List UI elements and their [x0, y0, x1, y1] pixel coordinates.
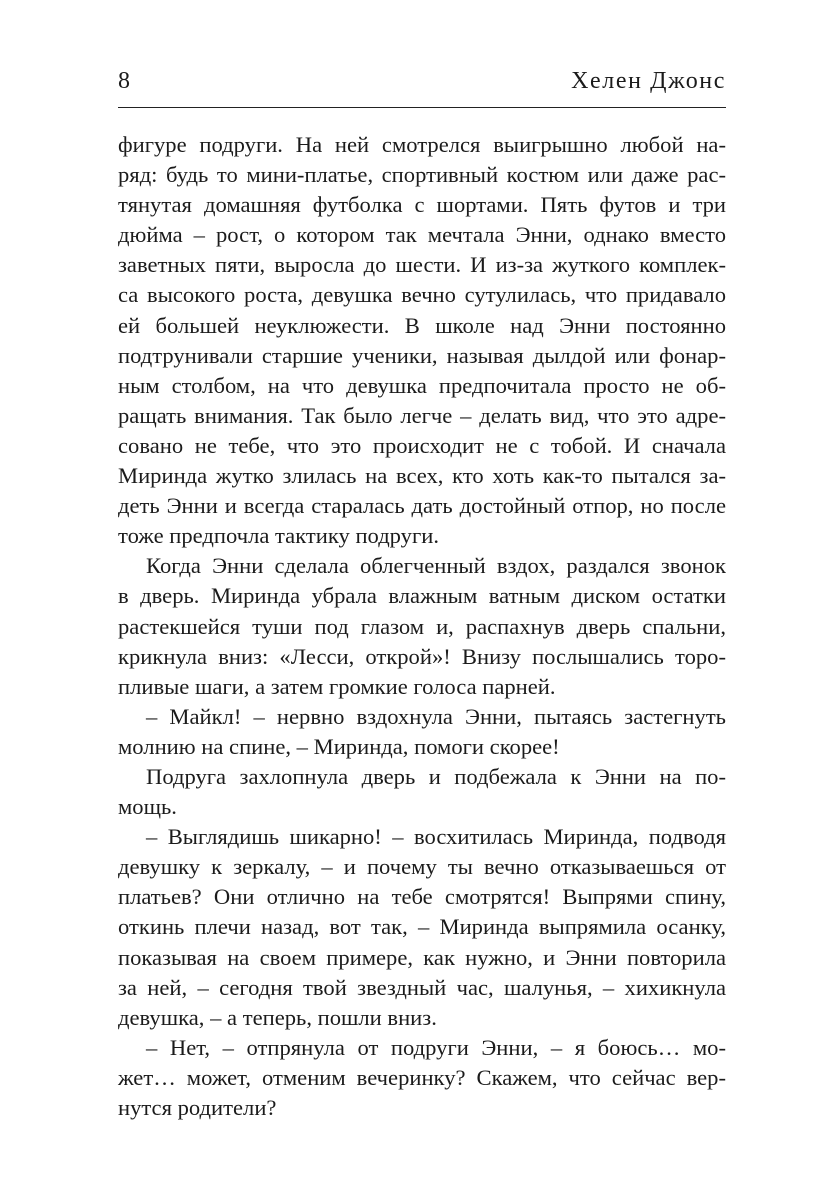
- text-line: Подруга захлопнула дверь и подбежала к Энни на по-: [146, 763, 726, 789]
- text-line: в дверь. Миринда убрала влажным ватным диском остатки: [118, 583, 726, 609]
- header-rule: [118, 107, 726, 108]
- page-header: [118, 66, 726, 100]
- text-line: Когда Энни сделала облегченный вздох, раздался звонок: [146, 553, 726, 579]
- text-line: заветных пяти, выросла до шести. И из-за жуткого комплек-: [118, 252, 726, 278]
- running-head-author: Хелен Джонс: [571, 68, 726, 94]
- text-line: мощь.: [118, 794, 177, 820]
- body-text: [118, 130, 726, 1123]
- text-line: – Нет, – отпрянула от подруги Энни, – я боюсь… мо-: [146, 1034, 726, 1060]
- text-line: фигуре подруги. На ней смотрелся выигрышно любой на-: [118, 132, 726, 157]
- text-line: девушку к зеркалу, – и почему ты вечно отказываешься от: [118, 854, 726, 880]
- text-line: откинь плечи назад, вот так, – Миринда выпрямила осанку,: [118, 914, 726, 940]
- text-line: показывая на своем примере, как нужно, и Энни повторила: [118, 944, 726, 970]
- text-line: за ней, – сегодня твой звездный час, шалунья, – хихикнула: [118, 974, 726, 1000]
- text-line: девушка, – а теперь, пошли вниз.: [118, 1004, 437, 1030]
- text-line: совано не тебе, что это происходит не с тобой. И сначала: [118, 432, 726, 458]
- text-line: нутся родители?: [118, 1095, 277, 1120]
- page-number: 8: [118, 68, 130, 94]
- text-line: тянутая домашняя футболка с шортами. Пять футов и три: [118, 192, 726, 218]
- text-line: Миринда жутко злилась на всех, кто хоть как-то пытался за-: [118, 463, 726, 489]
- text-line: ращать внимания. Так было легче – делать вид, что это адре-: [118, 402, 726, 428]
- text-line: ей большей неуклюжести. В школе над Энни постоянно: [118, 312, 726, 338]
- text-line: жет… может, отменим вечеринку? Скажем, что сейчас вер-: [118, 1064, 726, 1090]
- text-line: платьев? Они отлично на тебе смотрятся! Выпрями спину,: [118, 884, 726, 910]
- text-line: крикнула вниз: «Лесси, открой»! Внизу послышались торо-: [118, 643, 726, 669]
- text-line: тоже предпочла тактику подруги.: [118, 523, 439, 549]
- text-line: дюйма – рост, о котором так мечтала Энни, однако вместо: [118, 222, 726, 248]
- text-line: молнию на спине, – Миринда, помоги скорее!: [118, 733, 560, 759]
- text-line: са высокого роста, девушка вечно сутулилась, что придавало: [118, 282, 726, 308]
- text-line: растекшейся туши под глазом и, распахнув дверь спальни,: [118, 613, 726, 639]
- text-line: деть Энни и всегда старалась дать достойный отпор, но после: [118, 493, 726, 519]
- text-line: пливые шаги, а затем громкие голоса парней.: [118, 673, 556, 699]
- text-line: ряд: будь то мини-платье, спортивный костюм или даже рас-: [118, 162, 726, 188]
- text-line: – Выглядишь шикарно! – восхитилась Миринда, подводя: [146, 824, 726, 850]
- text-line: – Майкл! – нервно вздохнула Энни, пытаясь застегнуть: [146, 703, 726, 729]
- text-line: подтрунивали старшие ученики, называя дылдой или фонар-: [118, 342, 726, 368]
- text-line: ным столбом, на что девушка предпочитала просто не об-: [118, 372, 726, 398]
